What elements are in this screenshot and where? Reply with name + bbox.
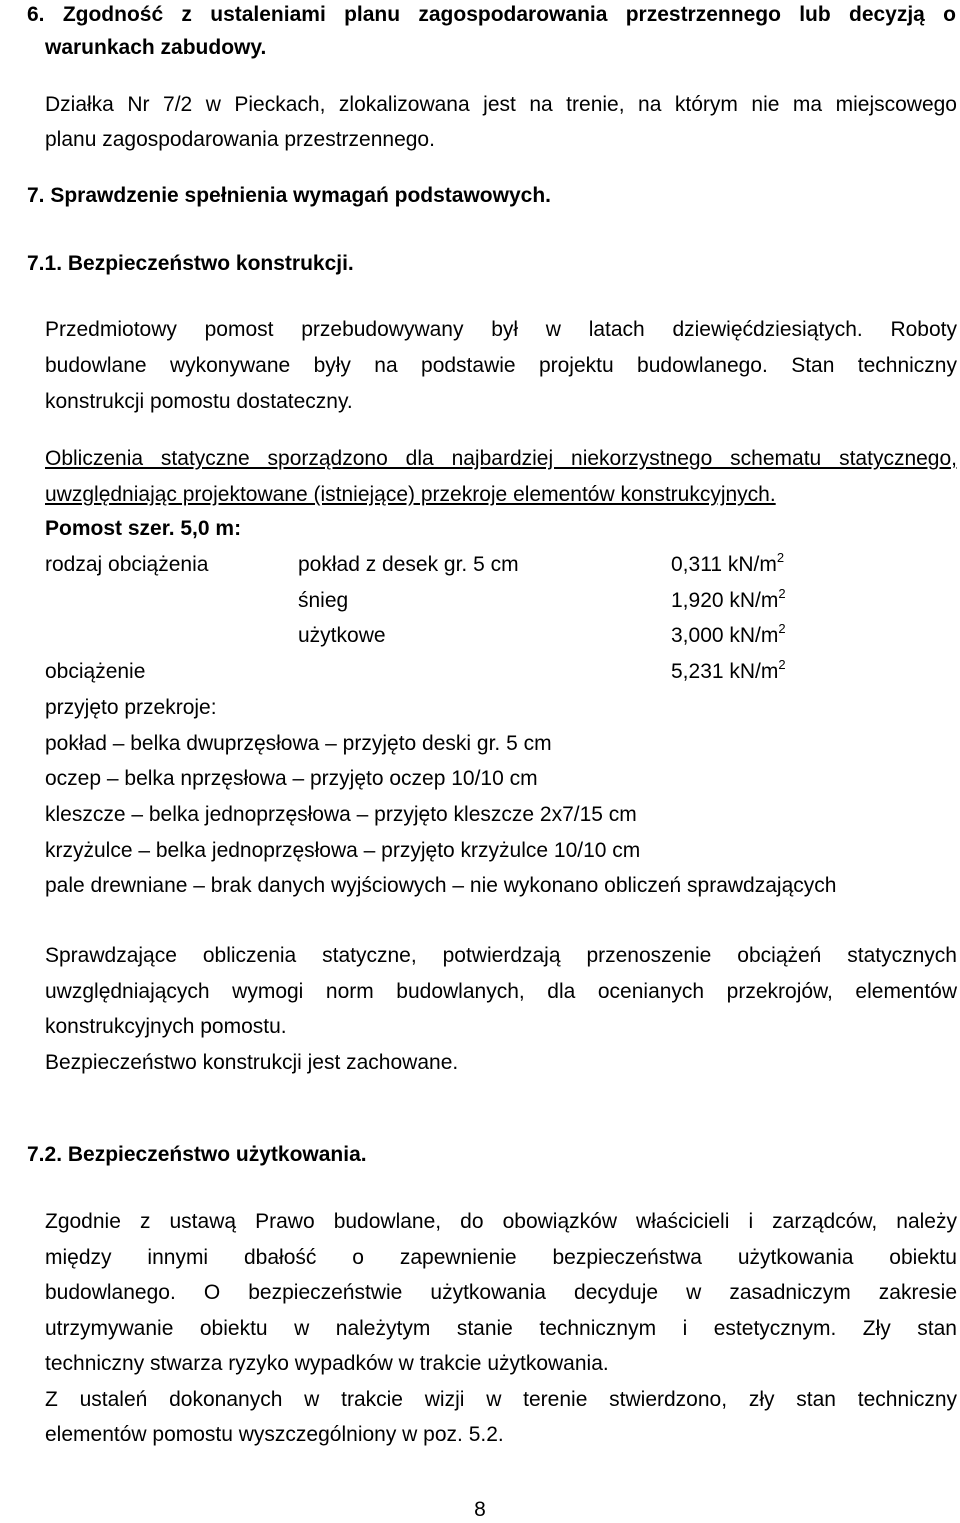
load-value: 3,000 $kN/m^2$	[671, 621, 786, 647]
section-7-2-p1-line3: budowlanego. O bezpieczeństwie użytkowania decyduje w zasadniczym zakresie	[45, 1281, 957, 1304]
load-value: 1,920 $kN/m^2$	[671, 586, 786, 612]
section-item: kleszcze – belka jednoprzęsłowa – przyjęto kleszcze 2x7/15 cm	[45, 803, 637, 826]
section-item: oczep – belka nprzęsłowa – przyjęto oczep 10/10 cm	[45, 767, 538, 790]
section-7-1-p1-line1: Przedmiotowy pomost przebudowywany był w latach dziewięćdziesiątych. Roboty	[45, 318, 957, 341]
section-7-1-p1-line2: budowlane wykonywane były na podstawie projektu budowlanego. Stan techniczny	[45, 354, 957, 377]
section-7-2-p1-line4: utrzymywanie obiektu w należytym stanie technicznym i estetycznym. Zły stan	[45, 1317, 957, 1340]
section-7-1-p3-line2: uwzględniających wymogi norm budowlanych, dla ocenianych przekrojów, elementów	[45, 980, 957, 1003]
section-item: pokład – belka dwuprzęsłowa – przyjęto deski gr. 5 cm	[45, 732, 552, 755]
sections-label: przyjęto przekroje:	[45, 696, 217, 719]
total-load-value: 5,231 $kN/m^2$	[671, 657, 786, 683]
section-6-paragraph-line1: Działka Nr 7/2 w Pieckach, zlokalizowana jest na trenie, na którym nie ma miejscowego	[45, 93, 957, 116]
section-7-1-p3-line3: konstrukcyjnych pomostu.	[45, 1015, 287, 1038]
section-7-1-p2-line2: uwzględniając projektowane (istniejące) przekroje elementów konstrukcyjnych.	[45, 483, 776, 506]
section-6-heading-line1: 6. Zgodność z ustaleniami planu zagospodarowania przestrzennego lub decyzją o	[27, 3, 956, 26]
load-type-label: rodzaj obciążenia	[45, 553, 209, 576]
load-value: 0,311 $kN/m^2$	[671, 550, 785, 576]
section-7-2-heading: 7.2. Bezpieczeństwo użytkowania.	[27, 1143, 367, 1166]
section-7-1-heading: 7.1. Bezpieczeństwo konstrukcji.	[27, 252, 354, 275]
section-7-1-p2-line1: Obliczenia statyczne sporządzono dla najbardziej niekorzystnego schematu statycznego,	[45, 447, 957, 470]
section-7-2-p1-line5: techniczny stwarza ryzyko wypadków w trakcie użytkowania.	[45, 1352, 609, 1375]
section-item: krzyżulce – belka jednoprzęsłowa – przyjęto krzyżulce 10/10 cm	[45, 839, 641, 862]
section-6-heading-line2: warunkach zabudowy.	[45, 36, 267, 59]
load-name: użytkowe	[298, 624, 386, 647]
load-name: śnieg	[298, 589, 349, 612]
page-number: 8	[474, 1498, 486, 1521]
section-7-1-p3-line1: Sprawdzające obliczenia statyczne, potwierdzają przenoszenie obciążeń statycznych	[45, 944, 957, 967]
load-name: pokład z desek gr. 5 cm	[298, 553, 519, 576]
section-7-2-p2-line2: elementów pomostu wyszczególniony w poz. 5.2.	[45, 1423, 504, 1446]
section-7-1-p4: Bezpieczeństwo konstrukcji jest zachowane.	[45, 1051, 459, 1074]
section-7-2-p1-line2: między innymi dbałość o zapewnienie bezpieczeństwa użytkowania obiektu	[45, 1246, 957, 1269]
section-7-1-p1-line3: konstrukcji pomostu dostateczny.	[45, 390, 353, 413]
pomost-heading: Pomost szer. 5,0 m:	[45, 517, 242, 540]
section-item: pale drewniane – brak danych wyjściowych – nie wykonano obliczeń sprawdzających	[45, 874, 837, 897]
section-7-2-p1-line1: Zgodnie z ustawą Prawo budowlane, do obowiązków właścicieli i zarządców, należy	[45, 1210, 957, 1233]
total-load-label: obciążenie	[45, 660, 146, 683]
section-7-2-p2-line1: Z ustaleń dokonanych w trakcie wizji w terenie stwierdzono, zły stan techniczny	[45, 1388, 957, 1411]
section-7-heading: 7. Sprawdzenie spełnienia wymagań podstawowych.	[27, 184, 551, 207]
section-6-paragraph-line2: planu zagospodarowania przestrzennego.	[45, 128, 435, 151]
